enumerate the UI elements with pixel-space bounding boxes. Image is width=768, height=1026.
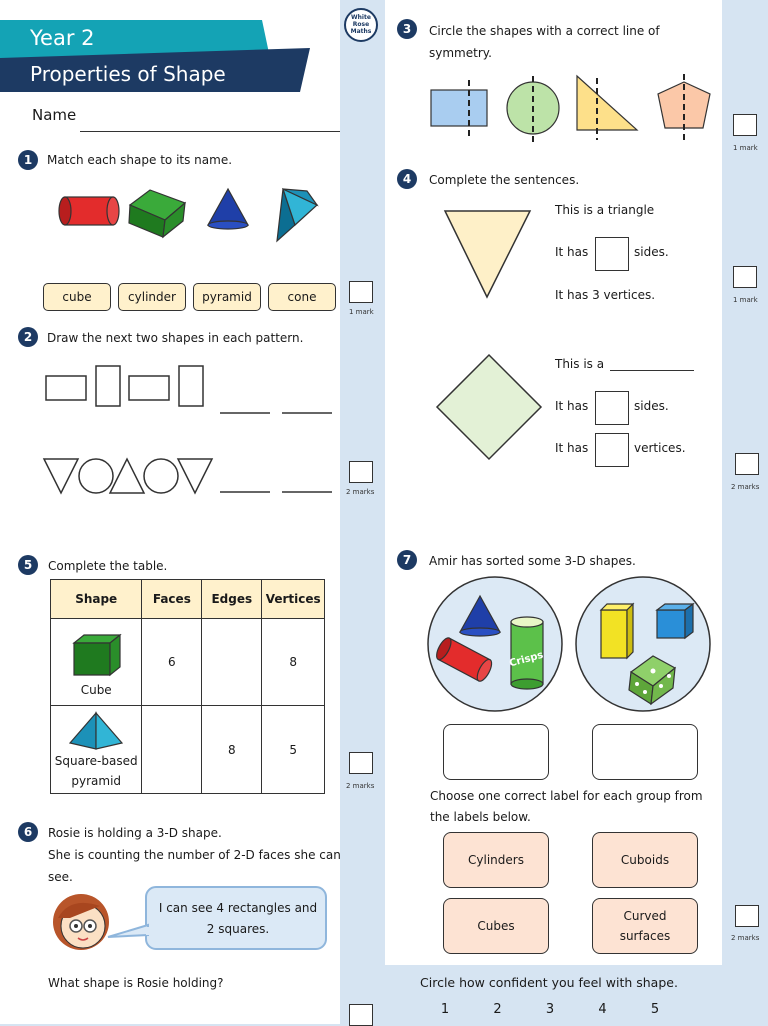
diamond-shape xyxy=(434,352,544,462)
table-cell: 5 xyxy=(262,706,325,794)
sentence-text: vertices. xyxy=(634,441,686,455)
question-text: the labels below. xyxy=(430,810,531,824)
label-cubes[interactable]: Cubes xyxy=(443,898,549,954)
year-title: Year 2 xyxy=(30,26,95,50)
logo-word: Maths xyxy=(350,28,372,35)
shape-name: pyramid xyxy=(71,773,122,788)
page-title: Properties of Shape xyxy=(30,62,226,86)
question-text: see. xyxy=(48,870,73,884)
label-cube[interactable]: cube xyxy=(43,283,111,311)
table-cell[interactable] xyxy=(202,619,262,706)
table-header: Vertices xyxy=(262,580,325,619)
confidence-scale xyxy=(430,1002,670,1017)
mark-box-q2[interactable] xyxy=(349,461,373,483)
table-cell[interactable] xyxy=(142,706,202,794)
pyramid-icon xyxy=(277,189,317,241)
sentence-text: This is a xyxy=(555,357,605,371)
sentence-text: It has xyxy=(555,399,589,413)
question-text: symmetry. xyxy=(429,46,492,60)
cube-icon xyxy=(657,604,693,638)
table-cell: 8 xyxy=(262,619,325,706)
sentence-text: This is a triangle xyxy=(555,203,655,217)
sentence-text: It has xyxy=(555,441,589,455)
confidence-option-1[interactable]: 1 xyxy=(440,1002,450,1017)
label-cone[interactable]: cone xyxy=(268,283,336,311)
question-text: Complete the table. xyxy=(48,559,168,573)
confidence-option-3[interactable]: 3 xyxy=(545,1002,555,1017)
confidence-option-4[interactable]: 4 xyxy=(598,1002,607,1017)
speech-text xyxy=(150,898,326,940)
question-text: She is counting the number of 2-D faces she can xyxy=(48,848,341,862)
table-row xyxy=(51,619,325,706)
question-number: 4 xyxy=(397,169,417,189)
question-text: Circle the shapes with a correct line of xyxy=(429,24,660,38)
table-header: Shape xyxy=(51,580,142,619)
table-cell: 6 xyxy=(142,619,202,706)
question-number: 1 xyxy=(18,150,38,170)
answer-box[interactable] xyxy=(595,433,629,467)
answer-line[interactable] xyxy=(610,370,694,371)
mark-label: 2 marks xyxy=(346,782,375,790)
speech-line: 2 squares. xyxy=(206,922,270,936)
question-number: 7 xyxy=(397,550,417,570)
logo-word: Rose xyxy=(352,21,370,28)
sentence-text: sides. xyxy=(634,399,669,413)
q1-shapes xyxy=(55,185,335,245)
label-cylinders[interactable]: Cylinders xyxy=(443,832,549,888)
table-header: Edges xyxy=(202,580,262,619)
triangle-shape xyxy=(440,205,535,300)
mark-label: 2 marks xyxy=(731,934,760,942)
question-text: Choose one correct label for each group from xyxy=(430,789,703,803)
q3-shapes xyxy=(425,70,720,150)
shape-name: Cube xyxy=(80,683,112,697)
name-line[interactable] xyxy=(80,130,340,132)
question-text: Amir has sorted some 3-D shapes. xyxy=(429,554,636,568)
pyramid-icon xyxy=(66,711,126,751)
table-header: Faces xyxy=(142,580,202,619)
question-number: 3 xyxy=(397,19,417,39)
mark-box-q1[interactable] xyxy=(349,281,373,303)
table-header-row xyxy=(51,580,325,619)
cylinder-icon xyxy=(59,197,119,225)
cube-icon xyxy=(129,190,185,237)
mark-label: 2 marks xyxy=(346,488,375,496)
table-row xyxy=(51,706,325,794)
question-text: Match each shape to its name. xyxy=(47,153,233,167)
confidence-option-2[interactable]: 2 xyxy=(493,1002,502,1017)
mark-box-q6[interactable] xyxy=(349,1004,373,1026)
group-label-box-2[interactable] xyxy=(592,724,698,780)
question-number: 6 xyxy=(18,822,38,842)
table-cell xyxy=(51,619,142,706)
mark-box-q4b[interactable] xyxy=(735,453,759,475)
rectangle-symmetry-icon xyxy=(431,80,487,136)
question-text: Complete the sentences. xyxy=(429,173,580,187)
label-pyramid[interactable]: pyramid xyxy=(193,283,261,311)
label-curved-surfaces[interactable]: Curved surfaces xyxy=(592,898,698,954)
cone-icon xyxy=(208,189,248,229)
table-cell: 8 xyxy=(202,706,262,794)
sorting-circles xyxy=(425,576,715,714)
label-cylinder[interactable]: cylinder xyxy=(118,283,186,311)
table-cell xyxy=(51,706,142,794)
q2-pattern-triangles-circles xyxy=(40,455,340,500)
circle-symmetry-icon xyxy=(507,76,559,142)
mark-box-q4a[interactable] xyxy=(733,266,757,288)
mark-box-q3[interactable] xyxy=(733,114,757,136)
question-text: What shape is Rosie holding? xyxy=(48,976,224,990)
cube-icon xyxy=(68,631,124,677)
confidence-text: Circle how confident you feel with shape. xyxy=(420,975,678,990)
mark-label: 1 mark xyxy=(733,144,758,152)
pentagon-symmetry-icon xyxy=(658,74,710,140)
question-number: 2 xyxy=(18,327,38,347)
confidence-option-5[interactable]: 5 xyxy=(650,1002,660,1017)
sentence-text: sides. xyxy=(634,245,669,259)
question-text: Draw the next two shapes in each pattern. xyxy=(47,331,304,345)
name-label: Name xyxy=(32,106,77,124)
answer-box[interactable] xyxy=(595,237,629,271)
cuboid-icon xyxy=(601,604,633,658)
question-text: Rosie is holding a 3-D shape. xyxy=(48,826,222,840)
crisps-label: Crisps xyxy=(508,649,545,670)
mark-label: 1 mark xyxy=(349,308,374,316)
sentence-text: It has xyxy=(555,245,589,259)
group-label-box-1[interactable] xyxy=(443,724,549,780)
triangle-symmetry-icon xyxy=(577,76,637,140)
mark-label: 2 marks xyxy=(731,483,760,491)
mark-label: 1 mark xyxy=(733,296,758,304)
shape-table xyxy=(50,579,325,794)
crisps-tube-icon xyxy=(508,617,544,689)
logo-word: White xyxy=(351,14,371,21)
question-number: 5 xyxy=(18,555,38,575)
mark-box-q7[interactable] xyxy=(735,905,759,927)
white-rose-maths-logo xyxy=(344,8,378,42)
label-cuboids[interactable]: Cuboids xyxy=(592,832,698,888)
q2-pattern-rectangles xyxy=(40,360,340,420)
mark-box-q5[interactable] xyxy=(349,752,373,774)
sentence-text: It has 3 vertices. xyxy=(555,288,656,302)
answer-box[interactable] xyxy=(595,391,629,425)
speech-line: I can see 4 rectangles and xyxy=(158,901,318,915)
shape-name: Square-based xyxy=(54,753,138,768)
